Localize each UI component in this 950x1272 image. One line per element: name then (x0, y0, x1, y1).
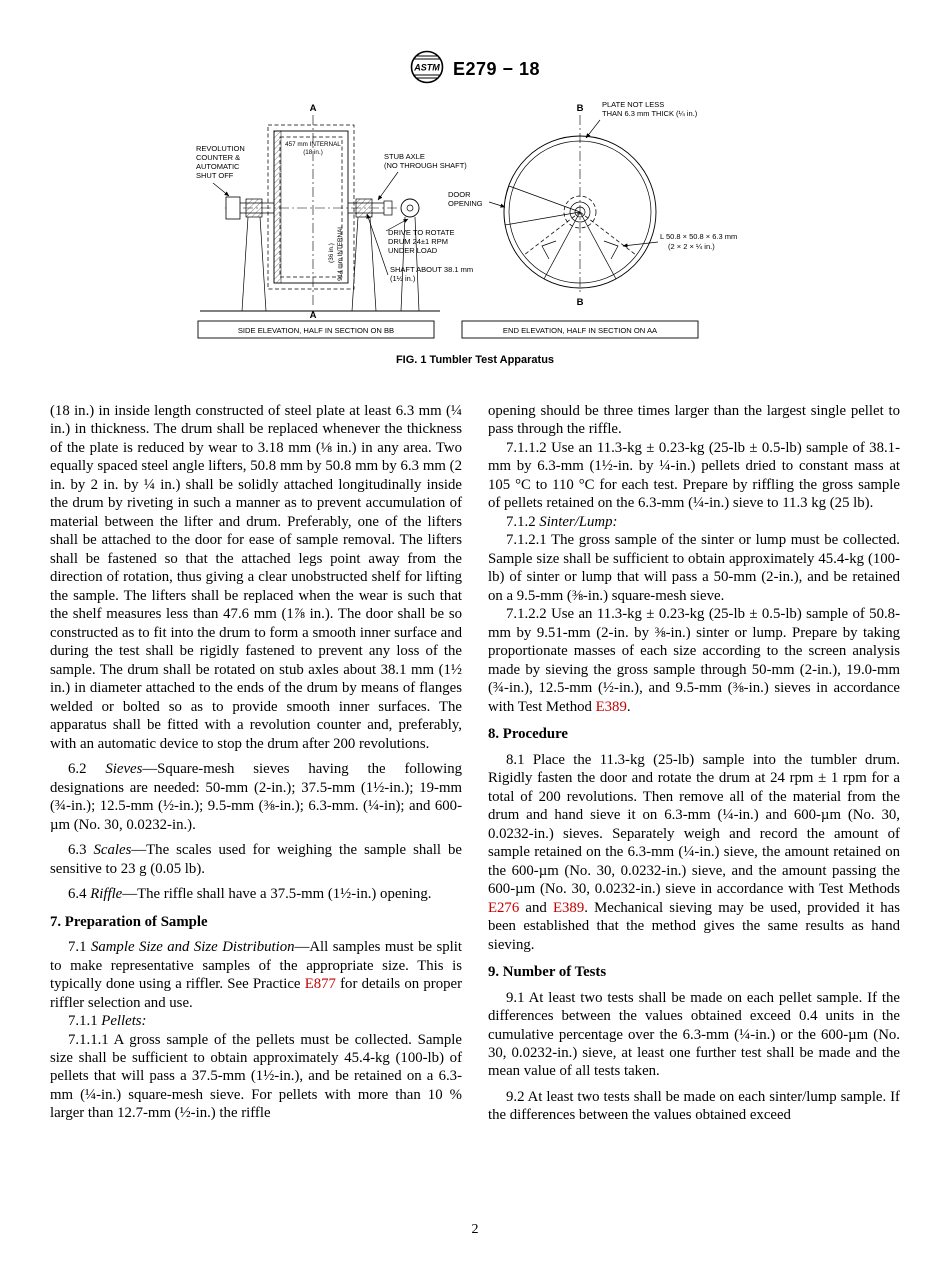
figure-label-side-elevation: SIDE ELEVATION, HALF IN SECTION ON BB (237, 326, 395, 335)
figure-label-plate (586, 100, 698, 138)
text-segment: —Square-mesh sieves having the following designations are needed: 50-mm (2-in.); 37.5-mm (1½-in.); 19-mm (¾-in.); 12.5-mm (½-in.); 9.5-mm (⅜-in.); 6.3-mm. (¼-in); and 600-µm (No. 30, 0.0232-in.). (50, 761, 462, 833)
text-segment: 6.2 (68, 761, 106, 778)
defined-term: Scales (93, 842, 132, 859)
figure-label-door-opening (448, 190, 505, 208)
standard-designation: E279 − 18 (452, 59, 541, 79)
paragraph (50, 1012, 462, 1030)
reference-link[interactable]: E276 (488, 899, 520, 916)
text-segment: (18 in.) in inside length constructed of steel plate at least 6.3 mm (¼ in.) in thickness. The drum shall be replaced whenever the thickness of the plate is reduced by wear to 3.18 mm (⅛ in.) in any area. Two equally spaced steel angle lifters, 50.8 mm by 50.8 mm by 6.3 mm (2 in. by 2 in. by ¼ in.) shall be solidly attached longitudinally inside the drum by riveting in such a manner as to prevent accumulation of material between the lifter and drum. Preferably, one of the lifters shall be attached to the door for ease of sample removal. The lifters shall be fastened so that the attached legs point away from the direction of rotation, thus giving a clear unobstructed shelf for lifting the sample. The lifters shall be replaced when the wear is such that the shelf measures less than 47.6 mm (1⅞ in.). The door shall be so constructed as to fit into the drum to form a smooth inner surface and during the test shall be rigidly fastened to prevent any loss of the sample. The drum shall be rotated on stub axles about 38.1 mm (1½ in.) in diameter attached to the ends of the drum by means of flanges welded or bolted so as to provide smooth inner surfaces. The apparatus shall be fitted with a revolution counter and, preferably, with an automatic device to stop the drum after 200 revolutions. (50, 403, 462, 752)
text-segment: 7.1.2.2 Use an 11.3-kg ± 0.23-kg (25-lb ± 0.5-lb) sample of 50.8-mm by 9.51-mm (2-in. by ⅜-in.) sinter or lump. Prepare by taking proportionate masses of each size according to the screen analysis made by sieving the gross sample through 50-mm (2-in.), 19.0-mm (¾-in.), 12.5-mm (½-in.), and 9.5-mm (⅜-in.) sieves in accordance with Test Method (488, 606, 900, 715)
text-segment: 6.3 (68, 842, 94, 859)
text-segment: 6.4 (68, 886, 91, 903)
paragraph (488, 531, 900, 605)
figure-label-drive (386, 219, 455, 255)
svg-text:DRIVE TO ROTATE: DRIVE TO ROTATE (388, 228, 455, 237)
svg-text:COUNTER &: COUNTER & (196, 153, 241, 162)
astm-logo-icon (410, 50, 444, 89)
text-segment: —All samples must be split to make representative samples of the appropriate size. This is typically done using a riffler. See Practice (50, 939, 462, 993)
reference-link[interactable]: E389 (595, 698, 627, 715)
svg-text:SHAFT ABOUT 38.1 mm: SHAFT ABOUT 38.1 mm (390, 265, 474, 274)
side-elevation-view (196, 103, 473, 338)
paragraph (488, 402, 900, 439)
text-segment: 7. Preparation of Sample (50, 913, 208, 930)
figure-label-drum-diameter-in: (18 in.) (303, 149, 323, 156)
text-segment: 8. Procedure (488, 726, 568, 743)
text-segment: 9. Number of Tests (488, 964, 607, 981)
body-text (0, 402, 950, 1125)
text-segment: 9.2 At least two tests shall be made on each sinter/lump sample. If the differences between the values obtained exceed (488, 1088, 900, 1124)
paragraph (488, 1088, 900, 1125)
text-segment: 7.1.1 (68, 1013, 102, 1030)
defined-term: Sieves (105, 761, 143, 778)
text-segment: and (519, 899, 553, 916)
figure-drawing (0, 95, 950, 347)
figure-label-drum-length: 914 mm INTERNAL (337, 225, 344, 281)
text-segment: 8.1 Place the 11.3-kg (25-lb) sample into the tumbler drum. Rigidly fasten the door and rotate the drum at 24 rpm ± 1 rpm for a total of 200 revolutions. Then remove all of the material from the drum and hand sieve it on 6.3-mm (¼-in.) and 600-µm (No. 30, 0.0232-in.) sieves. Separately weigh and record the amount of sample retained on the 6.3-mm (¼-in.) sieve, the amount retained on the 600-µm (No. 30, 0.0232-in.) sieve, and the amount passing the 600-µm (No. 30, 0.0232-in.) sieve in accordance with Test Methods (488, 751, 900, 898)
paragraph (50, 841, 462, 878)
figure-label-drum-length-in: (36 in.) (328, 243, 335, 263)
text-segment: . (626, 698, 631, 715)
section-marker-a-top: A (309, 103, 317, 114)
svg-text:THAN 6.3 mm THICK (¼ in.): THAN 6.3 mm THICK (¼ in.) (602, 109, 698, 118)
right-column (488, 402, 900, 1125)
defined-term: Pellets: (101, 1013, 147, 1030)
figure-label-angle-section (623, 232, 737, 251)
reference-link[interactable]: E389 (552, 899, 585, 916)
drive-motor (401, 199, 419, 217)
svg-text:DOOR: DOOR (448, 190, 471, 199)
text-segment: 7.1.2.1 The gross sample of the sinter or lump must be collected. Sample size shall be sufficient to obtain approximately 45.4-kg (100-lb) of sinter or lump that will pass a 50-mm (2-in.), and be retained on a 9.5-mm (⅜-in.) square-mesh sieve. (488, 532, 900, 604)
figure (0, 95, 950, 366)
figure-label-drum-diameter: 457 mm INTERNAL (285, 141, 341, 148)
text-segment: 9.1 At least two tests shall be made on each pellet sample. If the differences between the values obtained exceed 0.4 units in the cumulative percentage over the 6.3-mm (¼-in.) or the 600-µm (No. 30, 0.0232-in.) sieve, at least one further test shall be made and the mean value of all tests taken. (488, 989, 900, 1080)
svg-text:AUTOMATIC: AUTOMATIC (196, 162, 240, 171)
document-header (0, 0, 950, 89)
paragraph (50, 760, 462, 834)
page-number: 2 (471, 1222, 479, 1237)
paragraph (488, 605, 900, 716)
angle-lifter (542, 241, 556, 259)
section-heading (50, 913, 462, 931)
section-marker-a-bottom: A (309, 310, 317, 321)
svg-text:L 50.8 × 50.8 × 6.3 mm: L 50.8 × 50.8 × 6.3 mm (660, 232, 738, 241)
svg-text:SHUT OFF: SHUT OFF (196, 171, 234, 180)
section-marker-b-top: B (576, 103, 584, 114)
defined-term: Sample Size and Size Distribution (90, 939, 295, 956)
paragraph (50, 885, 462, 903)
paragraph (50, 1031, 462, 1123)
paragraph (488, 513, 900, 531)
text-segment: —The riffle shall have a 37.5-mm (1½-in.) opening. (122, 886, 432, 903)
svg-text:REVOLUTION: REVOLUTION (196, 144, 245, 153)
svg-text:(NO THROUGH SHAFT): (NO THROUGH SHAFT) (384, 161, 467, 170)
reference-link[interactable]: E877 (304, 976, 336, 993)
section-heading (488, 963, 900, 981)
left-column (50, 402, 462, 1125)
figure-label-end-elevation: END ELEVATION, HALF IN SECTION ON AA (502, 326, 658, 335)
astm-logo-text: ASTM (414, 62, 440, 73)
text-segment: —The scales used for weighing the sample shall be sensitive to 23 g (0.05 lb). (50, 842, 463, 877)
text-segment: 7.1.1.1 A gross sample of the pellets must be collected. Sample size shall be sufficient to obtain approximately 45.4-kg (100-lb) of pellets that will pass a 37.5-mm (1½-in.), and be retained on a 6.3-mm (¼-in.) square-mesh sieve. For pellets with more than 10 % larger than 12.7-mm (½-in.) the riffle (50, 1031, 462, 1122)
revolution-counter-device (226, 197, 240, 219)
svg-text:PLATE NOT LESS: PLATE NOT LESS (602, 100, 665, 109)
text-segment: 7.1.2 (506, 513, 540, 530)
figure-label-revolution-counter (196, 144, 245, 196)
text-segment: opening should be three times larger than the largest single pellet to pass through the riffle. (488, 403, 900, 438)
angle-lifter (604, 241, 618, 259)
svg-text:STUB AXLE: STUB AXLE (384, 152, 425, 161)
defined-term: Riffle (90, 886, 123, 903)
text-segment: . Mechanical sieving may be used, provided it has been established that the method gives the same results as hand sieving. (488, 899, 901, 953)
svg-text:(1½ in.): (1½ in.) (390, 274, 416, 283)
end-elevation-view (448, 100, 737, 338)
text-segment: 7.1 (68, 939, 91, 956)
paragraph (488, 989, 900, 1081)
svg-text:OPENING: OPENING (448, 199, 483, 208)
text-segment: 7.1.1.2 Use an 11.3-kg ± 0.23-kg (25-lb ± 0.5-lb) sample of 38.1-mm by 6.3-mm (1½-in. by ¼-in.) pellets dried to constant mass at 105 °C to 110 °C for each test. Prepare by riffling the gross sample of pellets retained on the 6.3-mm (¼-in.) sieve to 11.3 kg (25 lb). (488, 439, 900, 512)
paragraph (488, 439, 900, 513)
section-heading (488, 725, 900, 743)
paragraph (50, 938, 462, 1012)
paragraph (50, 402, 462, 753)
svg-text:(2 × 2 × ¼ in.): (2 × 2 × ¼ in.) (668, 242, 715, 251)
section-marker-b-bottom: B (576, 297, 584, 308)
figure-caption: FIG. 1 Tumbler Test Apparatus (395, 354, 555, 366)
svg-text:DRUM 24±1 RPM: DRUM 24±1 RPM (388, 237, 448, 246)
paragraph (488, 751, 900, 954)
defined-term: Sinter/Lump: (539, 513, 618, 530)
svg-text:UNDER LOAD: UNDER LOAD (388, 246, 438, 255)
text-segment: for details on proper riffler selection and use. (50, 976, 463, 1011)
